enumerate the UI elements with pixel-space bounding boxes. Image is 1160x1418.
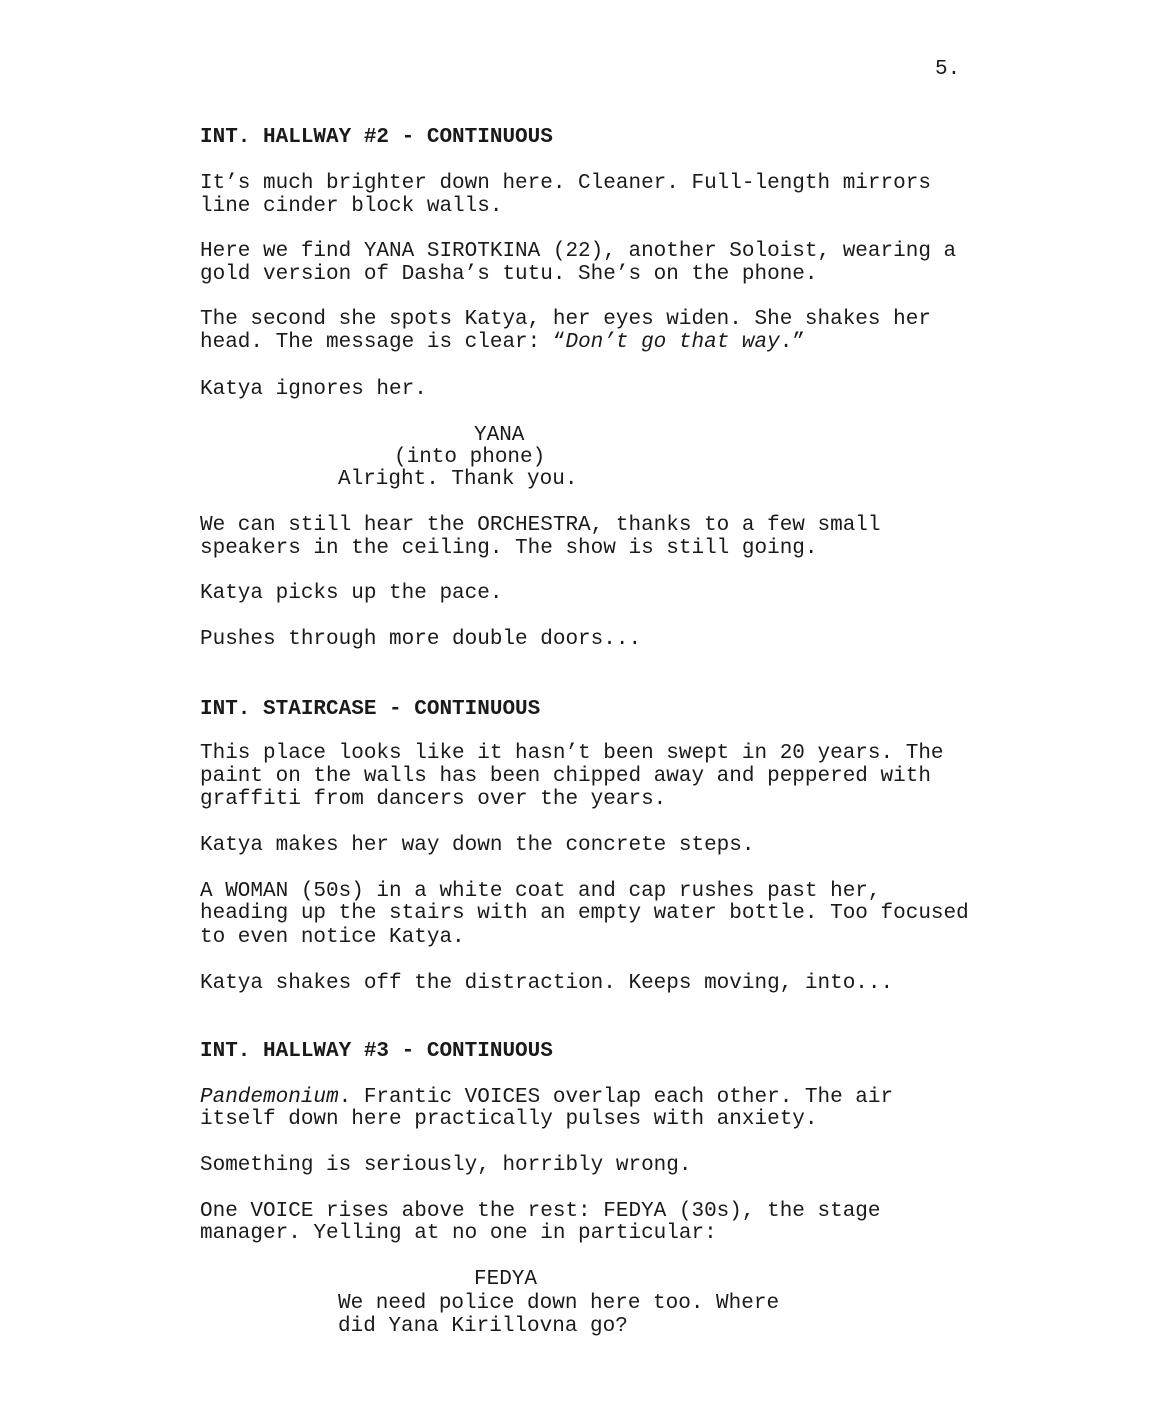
action-line: A WOMAN (50s) in a white coat and cap rushes past her, [200, 880, 881, 903]
action-line: to even notice Katya. [200, 926, 465, 949]
action-line: It’s much brighter down here. Cleaner. Full-length mirrors [200, 172, 931, 195]
parenthetical: (into phone) [394, 446, 546, 469]
action-line: Here we find YANA SIROTKINA (22), another Soloist, wearing a [200, 240, 957, 263]
action-line: heading up the stairs with an empty water bottle. Too focused [200, 902, 969, 925]
scene-heading-staircase: INT. STAIRCASE - CONTINUOUS [200, 698, 541, 721]
action-line-with-italic [200, 1086, 893, 1109]
action-line: line cinder block walls. [200, 195, 503, 218]
action-line: The second she spots Katya, her eyes widen. She shakes her [200, 308, 931, 331]
action-line: One VOICE rises above the rest: FEDYA (30s), the stage [200, 1200, 881, 1223]
character-name-yana: YANA [474, 424, 525, 447]
action-line: gold version of Dasha’s tutu. She’s on the phone. [200, 263, 818, 286]
action-line: speakers in the ceiling. The show is still going. [200, 537, 818, 560]
dialogue-line: We need police down here too. Where [338, 1292, 780, 1315]
dialogue-line: did Yana Kirillovna go? [338, 1315, 628, 1338]
action-line: This place looks like it hasn’t been swept in 20 years. The [200, 742, 944, 765]
action-line: itself down here practically pulses with anxiety. [200, 1108, 818, 1131]
dialogue-line: Alright. Thank you. [338, 468, 578, 491]
action-line-with-italic [200, 331, 805, 354]
action-line: We can still hear the ORCHESTRA, thanks to a few small [200, 514, 881, 537]
italic-quote: Don’t go that way [565, 331, 780, 354]
action-line: graffiti from dancers over the years. [200, 788, 667, 811]
action-line: paint on the walls has been chipped away and peppered with [200, 765, 931, 788]
action-text: .” [779, 331, 805, 354]
italic-word: Pandemonium [200, 1086, 339, 1109]
page-number: 5. [935, 58, 961, 81]
action-line: Katya makes her way down the concrete steps. [200, 834, 755, 857]
action-line: Something is seriously, horribly wrong. [200, 1154, 692, 1177]
action-line: manager. Yelling at no one in particular: [200, 1222, 717, 1245]
action-line: Katya ignores her. [200, 378, 427, 401]
scene-heading-hallway-3: INT. HALLWAY #3 - CONTINUOUS [200, 1040, 553, 1063]
action-text: . Frantic VOICES overlap each other. The air [338, 1086, 894, 1109]
scene-heading-hallway-2: INT. HALLWAY #2 - CONTINUOUS [200, 126, 553, 149]
action-line: Pushes through more double doors... [200, 628, 642, 651]
character-name-fedya: FEDYA [474, 1268, 538, 1291]
action-line: Katya shakes off the distraction. Keeps moving, into... [200, 972, 894, 995]
action-text: head. The message is clear: “ [200, 331, 566, 354]
action-line: Katya picks up the pace. [200, 582, 503, 605]
